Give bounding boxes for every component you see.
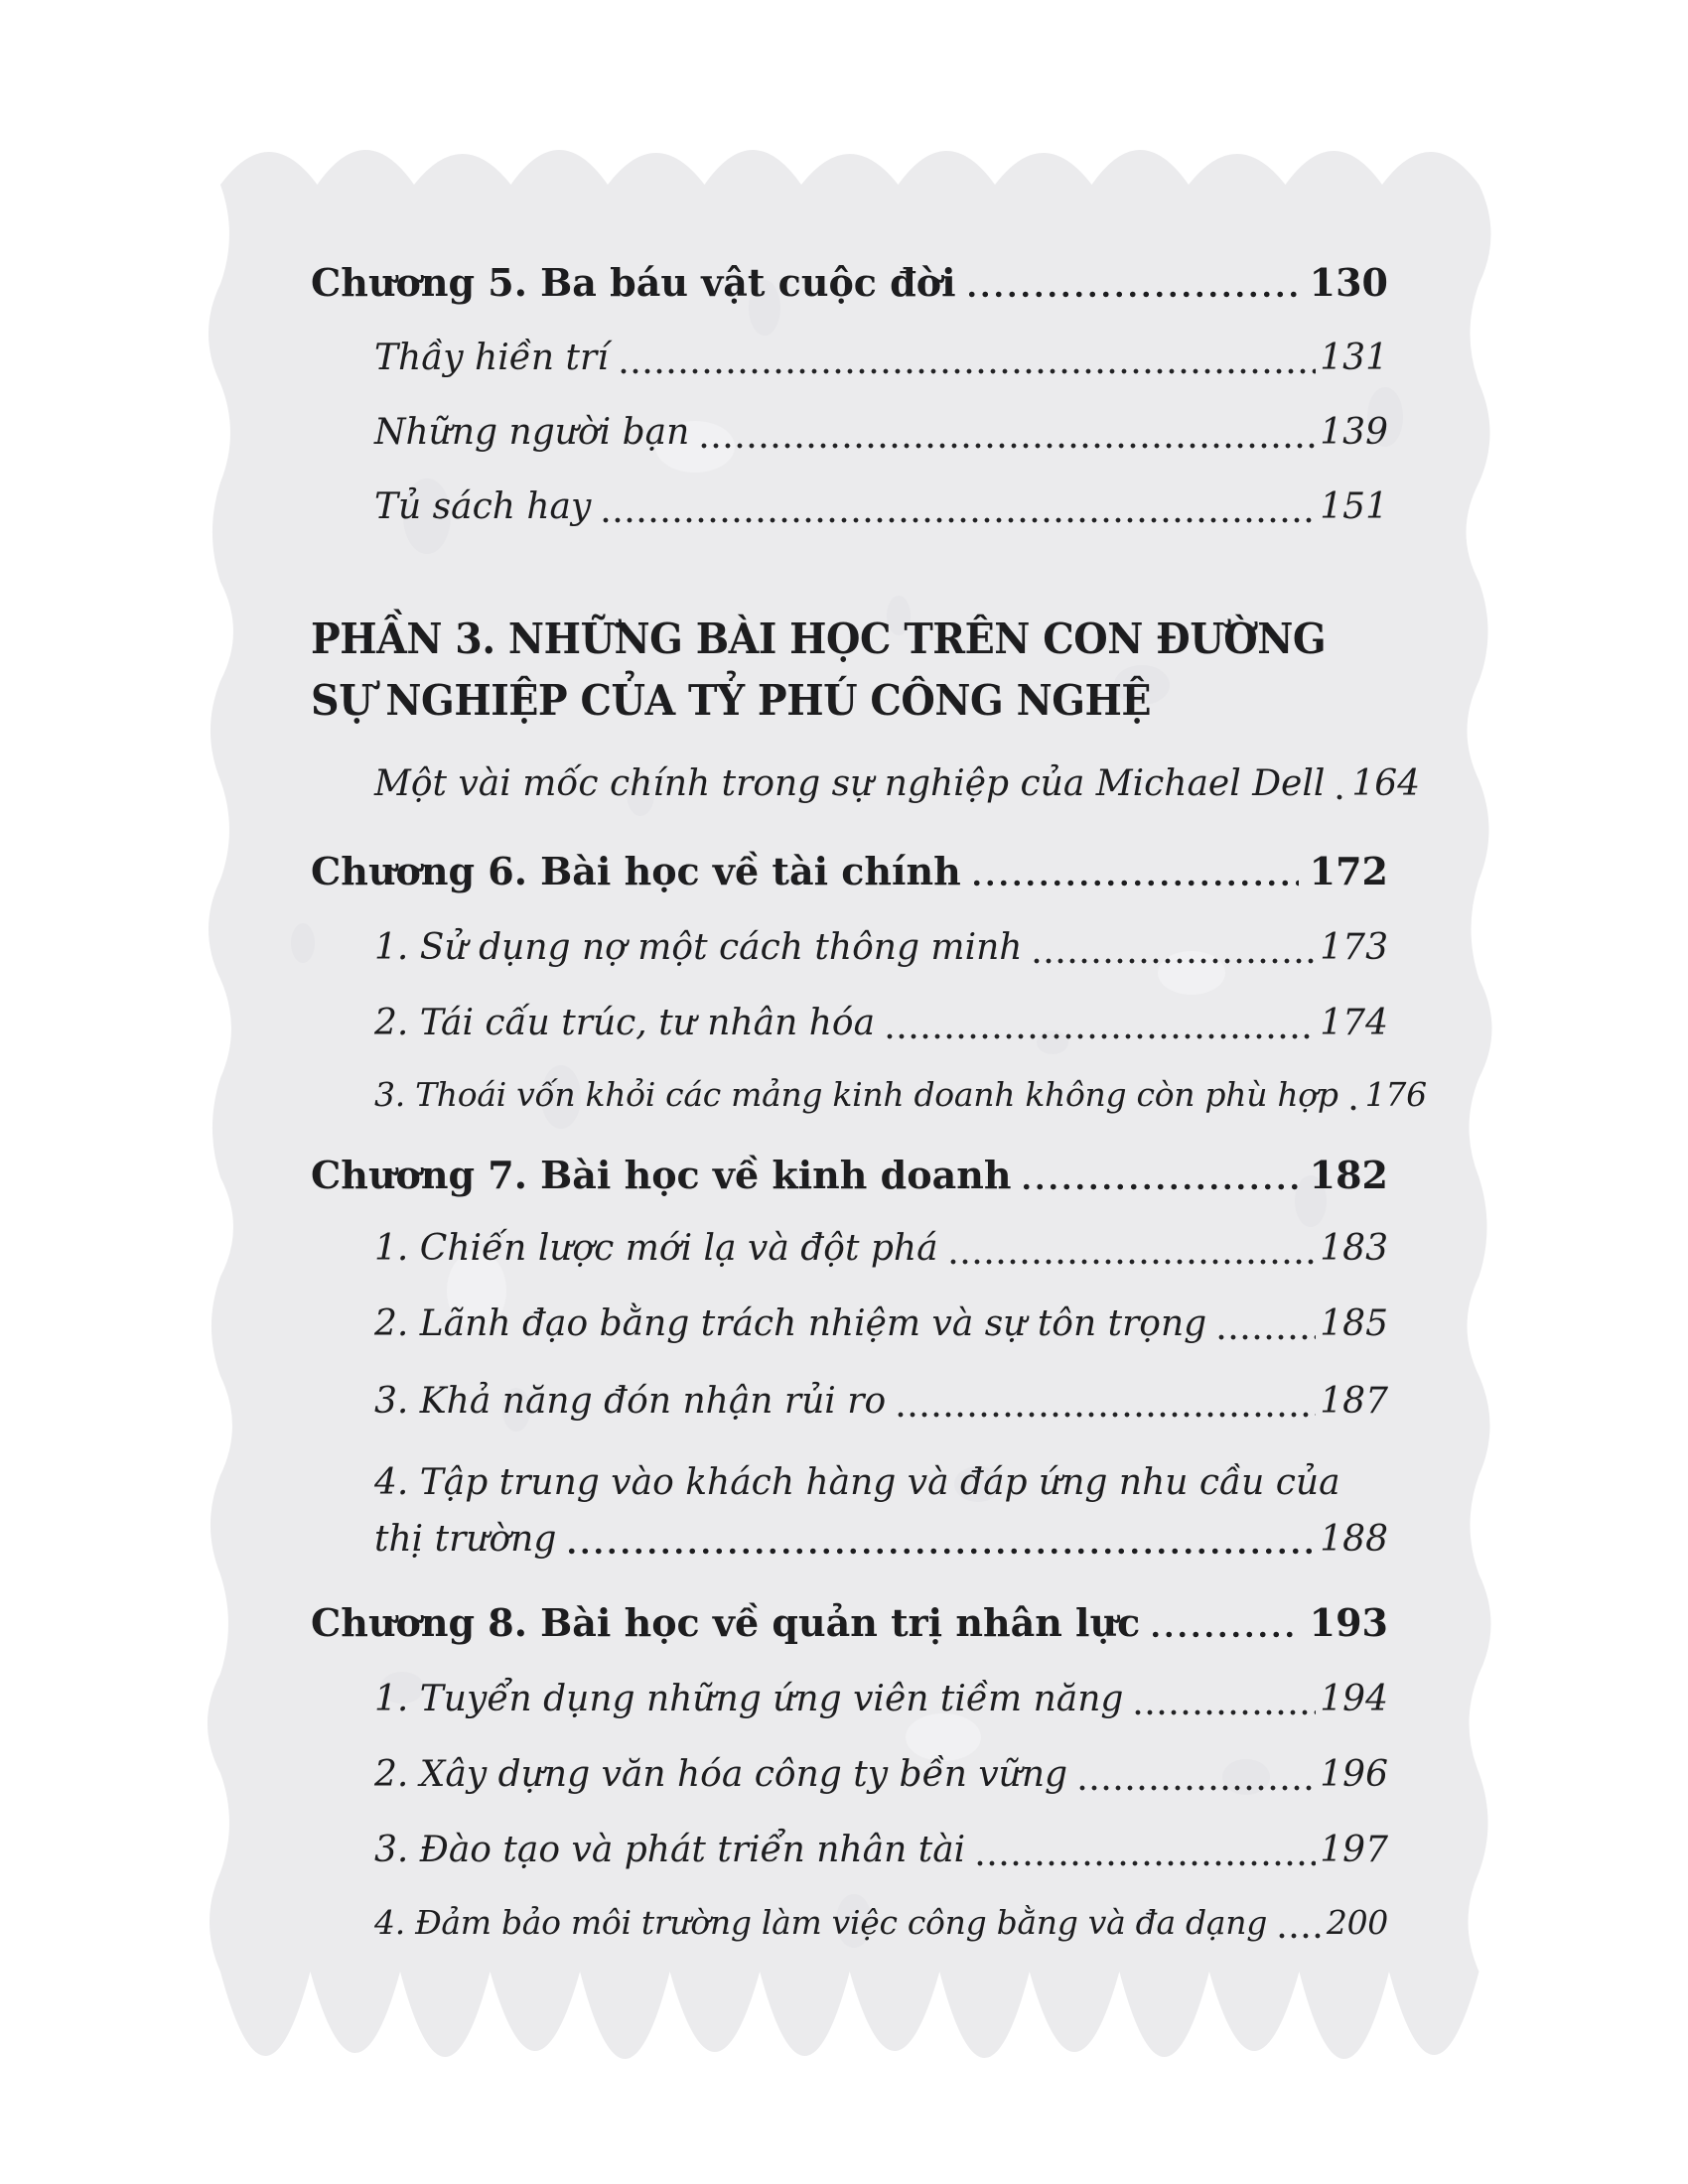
dot-leader <box>618 368 1317 374</box>
part-heading-line-2: SỰ NGHIỆP CỦA TỶ PHÚ CÔNG NGHỆ <box>311 676 1152 726</box>
entry-page-number: 164 <box>1351 763 1421 804</box>
entry-label: 3. Đào tạo và phát triển nhân tài <box>374 1830 966 1870</box>
toc-entry-nhung-nguoi-ban <box>374 408 1388 458</box>
entry-label: Một vài mốc chính trong sự nghiệp của Michael Dell <box>374 763 1326 804</box>
toc-entry-ch8-item-2 <box>374 1750 1388 1800</box>
toc-entry-chapter-6 <box>311 847 1388 896</box>
toc-entry-ch6-item-3 <box>374 1070 1427 1120</box>
entry-label: Chương 6. Bài học về tài chính <box>311 849 961 893</box>
part-3-heading <box>311 609 1326 732</box>
entry-label: 4. Đảm bảo môi trường làm việc công bằng và đa dạng <box>374 1903 1268 1942</box>
entry-page-number: 187 <box>1320 1381 1388 1422</box>
entry-page-number: 194 <box>1320 1679 1388 1719</box>
entry-label: Tủ sách hay <box>374 486 592 527</box>
toc-entry-ch6-item-2 <box>374 999 1388 1048</box>
toc-entry-ch7-item-1 <box>374 1224 1388 1274</box>
entry-label: Chương 7. Bài học về kinh doanh <box>311 1153 1012 1197</box>
entry-page-number: 174 <box>1320 1003 1388 1043</box>
dot-leader <box>965 291 1299 298</box>
entry-page-number: 130 <box>1309 260 1388 305</box>
toc-entry-ch8-item-3 <box>374 1826 1388 1875</box>
dot-leader <box>1031 958 1316 964</box>
dot-leader <box>947 1259 1317 1265</box>
dot-leader <box>1215 1334 1316 1340</box>
entry-label: 2. Lãnh đạo bằng trách nhiệm và sự tôn trọng <box>374 1303 1207 1344</box>
entry-page-number: 172 <box>1309 849 1388 893</box>
entry-page-number: 188 <box>1320 1519 1388 1560</box>
dot-leader <box>1276 1933 1323 1939</box>
entry-label: Những người bạn <box>374 412 690 453</box>
dot-leader <box>565 1548 1316 1555</box>
entry-page-number: 182 <box>1309 1153 1388 1197</box>
entry-label: 1. Sử dụng nợ một cách thông minh <box>374 927 1023 968</box>
entry-label: 2. Xây dựng văn hóa công ty bền vững <box>374 1754 1068 1795</box>
entry-page-number: 183 <box>1320 1228 1388 1269</box>
entry-page-number: 151 <box>1320 486 1388 527</box>
entry-page-number: 185 <box>1320 1303 1388 1344</box>
dot-leader <box>1020 1183 1298 1190</box>
toc-entry-tu-sach-hay <box>374 482 1388 532</box>
dot-leader <box>1334 794 1347 800</box>
entry-page-number: 196 <box>1320 1754 1388 1795</box>
entry-label: Chương 8. Bài học về quản trị nhân lực <box>311 1600 1141 1645</box>
entry-page-number: 131 <box>1320 338 1388 378</box>
dot-leader <box>600 517 1316 523</box>
toc-entry-ch7-item-3 <box>374 1377 1388 1427</box>
entry-label-line-2: thị trường <box>374 1519 557 1560</box>
entry-label: 2. Tái cấu trúc, tư nhân hóa <box>374 1003 876 1043</box>
entry-label-line-1: 4. Tập trung vào khách hàng và đáp ứng nhu cầu của <box>374 1462 1340 1503</box>
entry-label: 1. Tuyển dụng những ứng viên tiềm năng <box>374 1679 1124 1719</box>
toc-entry-michael-dell-milestones <box>374 759 1421 809</box>
entry-label: Chương 5. Ba báu vật cuộc đời <box>311 260 956 305</box>
entry-page-number: 200 <box>1326 1903 1388 1942</box>
dot-leader <box>1076 1785 1316 1791</box>
toc-entry-chapter-5 <box>311 258 1388 308</box>
toc-entry-thay-hien-tri <box>374 334 1388 383</box>
dot-leader <box>970 880 1299 887</box>
dot-leader <box>1149 1631 1298 1638</box>
dot-leader <box>1132 1709 1316 1715</box>
dot-leader <box>974 1860 1316 1866</box>
table-of-contents <box>311 0 1427 2184</box>
toc-entry-chapter-7 <box>311 1151 1388 1200</box>
entry-page-number: 193 <box>1309 1600 1388 1645</box>
dot-leader <box>1347 1105 1361 1111</box>
entry-page-number: 176 <box>1364 1075 1427 1114</box>
entry-page-number: 173 <box>1320 927 1388 968</box>
entry-label: 3. Khả năng đón nhận rủi ro <box>374 1381 887 1422</box>
entry-page-number: 139 <box>1320 412 1388 453</box>
toc-entry-ch7-item-2 <box>374 1299 1388 1349</box>
toc-entry-ch7-item-4 <box>374 1451 1388 1565</box>
toc-entry-ch6-item-1 <box>374 923 1388 973</box>
dot-leader <box>895 1412 1316 1418</box>
toc-entry-ch8-item-1 <box>374 1675 1388 1724</box>
entry-label: Thầy hiền trí <box>374 338 609 378</box>
toc-entry-chapter-8 <box>311 1598 1388 1648</box>
dot-leader <box>884 1033 1316 1039</box>
toc-entry-ch8-item-4 <box>374 1898 1388 1948</box>
dot-leader <box>698 443 1316 449</box>
part-heading-line-1: PHẦN 3. NHỮNG BÀI HỌC TRÊN CON ĐƯỜNG <box>311 614 1327 664</box>
entry-label: 3. Thoái vốn khỏi các mảng kinh doanh không còn phù hợp <box>374 1075 1338 1114</box>
entry-label: 1. Chiến lược mới lạ và đột phá <box>374 1228 938 1269</box>
entry-page-number: 197 <box>1320 1830 1388 1870</box>
